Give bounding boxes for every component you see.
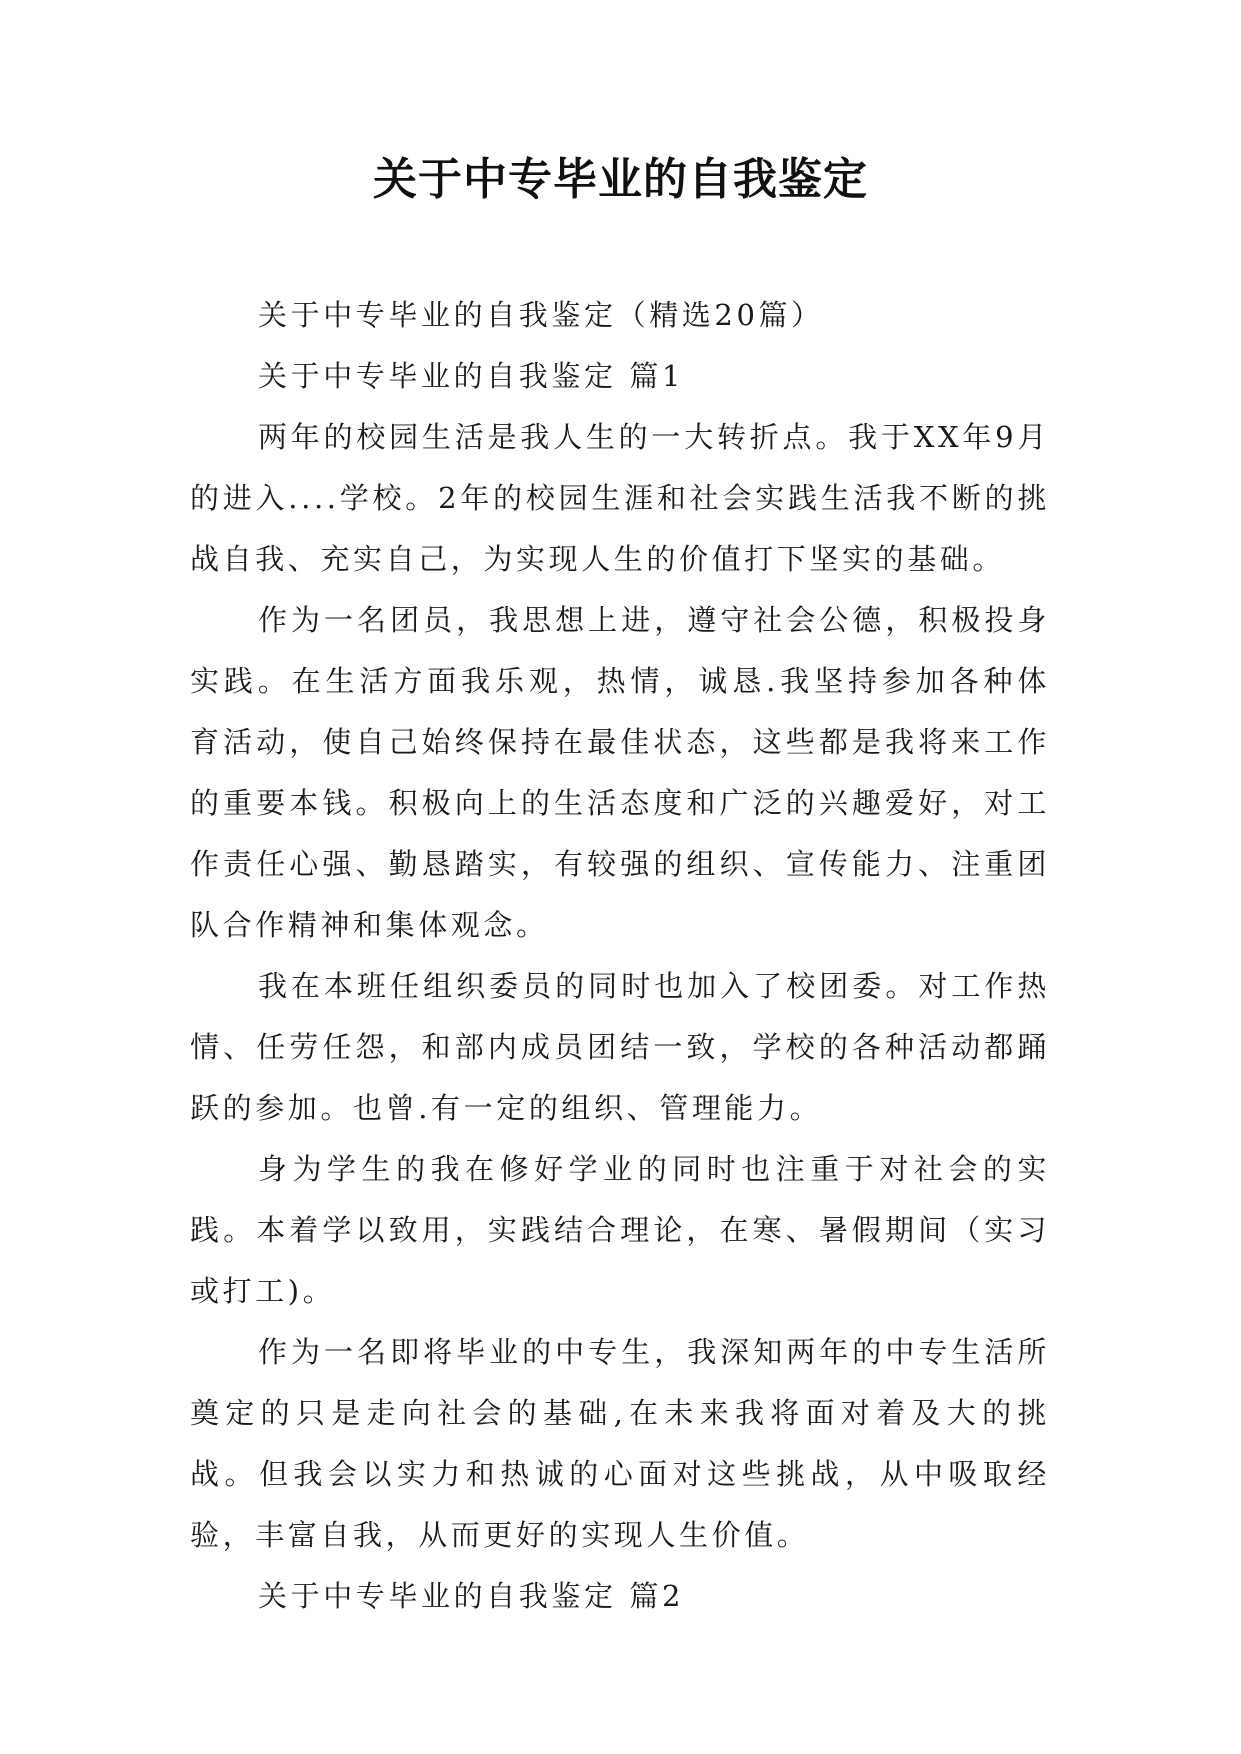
subtitle-line: 关于中专毕业的自我鉴定（精选20篇） <box>258 298 824 332</box>
paragraph: 作为一名团员，我思想上进，遵守社会公德，积极投身实践。在生活方面我乐观，热情，诚恳.我坚持参加各种体育活动，使自己始终保持在最佳状态，这些都是我将来工作的重要本钱。积极向上的生活态度和广泛的兴趣爱好，对工作责任心强、勤恳踏实，有较强的组织、宣传能力、注重团队合作精神和集体观念。 <box>190 603 1050 942</box>
section-heading-2: 关于中专毕业的自我鉴定 篇2 <box>258 1579 685 1613</box>
section-heading-1: 关于中专毕业的自我鉴定 篇1 <box>258 359 685 393</box>
paragraph: 我在本班任组织委员的同时也加入了校团委。对工作热情、任劳任怨，和部内成员团结一致，学校的各种活动都踊跃的参加。也曾.有一定的组织、管理能力。 <box>190 969 1050 1125</box>
document-body <box>190 285 1050 1627</box>
paragraph: 两年的校园生活是我人生的一大转折点。我于XX年9月的进入....学校。2年的校园生涯和社会实践生活我不断的挑战自我、充实自己，为实现人生的价值打下坚实的基础。 <box>190 420 1050 576</box>
paragraph: 身为学生的我在修好学业的同时也注重于对社会的实践。本着学以致用，实践结合理论，在寒、暑假期间（实习或打工)。 <box>190 1152 1050 1308</box>
document-title: 关于中专毕业的自我鉴定 <box>373 154 868 205</box>
paragraph: 作为一名即将毕业的中专生，我深知两年的中专生活所奠定的只是走向社会的基础,在未来我将面对着及大的挑战。但我会以实力和热诚的心面对这些挑战，从中吸取经验，丰富自我，从而更好的实现人生价值。 <box>190 1335 1050 1552</box>
